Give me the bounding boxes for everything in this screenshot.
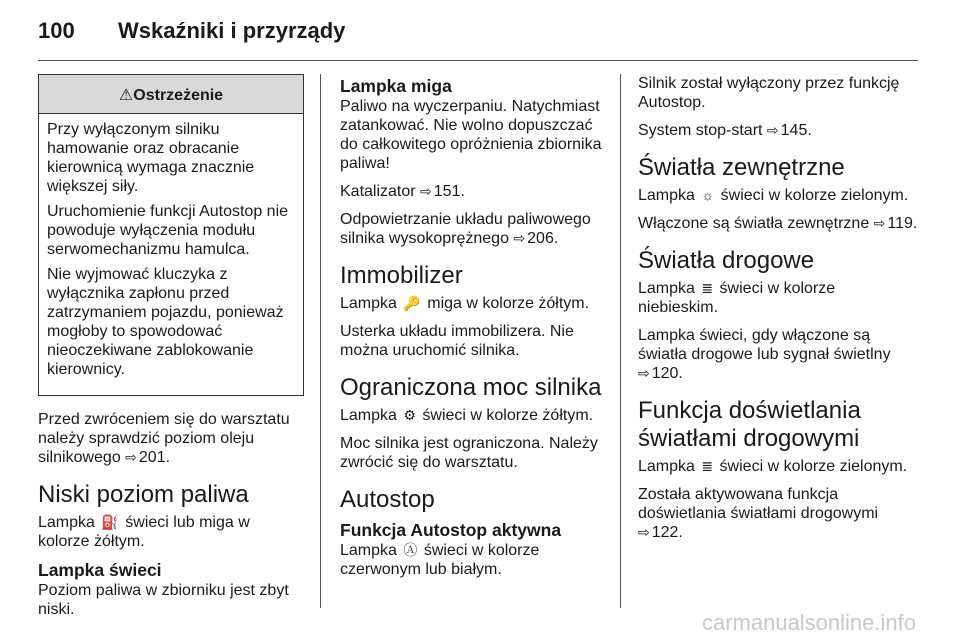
exterior-light-icon: ☼ — [701, 187, 715, 203]
engine-power-icon: ⚙ — [403, 407, 416, 423]
column-divider — [320, 74, 321, 608]
high-beam-icon: ≣ — [701, 280, 714, 296]
ref-arrow-icon: ⇨ — [420, 183, 432, 199]
oil-paragraph: Przed zwróceniem się do warsztatu należy sprawdzić poziom oleju silnikowego ⇨ 201. — [38, 411, 290, 466]
ref-arrow-icon: ⇨ — [638, 365, 650, 381]
heading-autostop-active: Funkcja Autostop aktywna — [340, 520, 562, 540]
heading-high-beam: Światła drogowe — [638, 247, 815, 274]
header-rule — [38, 60, 918, 61]
ref-arrow-icon: ⇨ — [873, 215, 886, 231]
warning-triangle-icon: ⚠ — [118, 87, 134, 104]
heading-high-beam-assist: Funkcja doświetlania światłami drogowymi — [638, 397, 861, 452]
ref-arrow-icon: ⇨ — [125, 449, 137, 465]
high-text-paragraph: Lampka świeci, gdy włączone są światła drogowe lub sygnał świetlny ⇨ 120. — [638, 327, 891, 382]
ref-arrow-icon: ⇨ — [513, 230, 526, 246]
heading-low-fuel: Niski poziom paliwa — [38, 481, 249, 508]
assist-paragraph: Lampka ≣ świeci w kolorze zielonym. — [638, 458, 908, 475]
ref-arrow-icon: ⇨ — [766, 122, 779, 138]
page-header — [38, 18, 345, 44]
column-divider — [620, 74, 621, 608]
autostop-paragraph: Lampka Ⓐ świeci w kolorze czerwonym lub białym. — [340, 542, 540, 578]
column-2 — [340, 74, 605, 588]
ext-on-paragraph: Włączone są światła zewnętrzne ⇨ 119. — [638, 215, 918, 232]
immo-fault-paragraph: Usterka układu immobilizera. Nie można uruchomić silnika. — [340, 323, 574, 359]
heading-lamp-lit: Lampka świeci — [38, 560, 162, 580]
immo-paragraph: Lampka 🔑 miga w kolorze żółtym. — [340, 295, 590, 312]
heading-immobilizer: Immobilizer — [340, 262, 463, 289]
ext-paragraph: Lampka ☼ świeci w kolorze zielonym. — [638, 187, 909, 204]
lit-paragraph: Poziom paliwa w zbiorniku jest zbyt niski. — [38, 582, 289, 618]
ref-arrow-icon: ⇨ — [638, 524, 650, 540]
power-paragraph: Lampka ⚙ świeci w kolorze żółtym. — [340, 407, 594, 424]
autostop-icon: Ⓐ — [403, 542, 418, 558]
warning-paragraph: Nie wyjmować kluczyka z wyłącznika zapłonu przed zatrzymaniem pojazdu, ponieważ mogłoby to spowodować nieoczekiwane zablokowanie kierownicy. — [47, 266, 284, 378]
warning-header — [39, 75, 303, 114]
column-3 — [638, 74, 918, 551]
engine-off-paragraph: Silnik został wyłączony przez funkcję Autostop. — [638, 75, 900, 111]
warning-box — [38, 74, 304, 396]
assist-text-paragraph: Została aktywowana funkcja doświetlania światłami drogowymi ⇨ 122. — [638, 486, 879, 541]
page-number: 100 — [38, 18, 75, 43]
bleed-paragraph: Odpowietrzanie układu paliwowego silnika wysokoprężnego ⇨ 206. — [340, 211, 591, 247]
power-text-paragraph: Moc silnika jest ograniczona. Należy zwrócić się do warsztatu. — [340, 435, 598, 471]
high-beam-assist-icon: ≣ — [701, 458, 714, 474]
heading-lamp-blinks: Lampka miga — [340, 76, 452, 96]
heading-exterior-lights: Światła zewnętrzne — [638, 154, 845, 181]
warning-paragraph: Przy wyłączonym silniku hamowanie oraz obracanie kierownicą wymaga znacznie większej siły. — [47, 121, 255, 195]
column-1 — [38, 74, 303, 628]
car-key-icon: 🔑 — [403, 295, 421, 311]
catalyst-paragraph: Katalizator ⇨ 151. — [340, 183, 465, 200]
blink-paragraph: Paliwo na wyczerpaniu. Natychmiast zatankować. Nie wolno dopuszczać do całkowitego opróżnienia zbiornika paliwa! — [340, 98, 602, 172]
stop-start-paragraph: System stop-start ⇨ 145. — [638, 122, 812, 139]
heading-reduced-power: Ograniczona moc silnika — [340, 374, 602, 401]
fuel-paragraph: Lampka ⛽ świeci lub miga w kolorze żółtym. — [38, 514, 250, 550]
page-title: Wskaźniki i przyrządy — [118, 18, 346, 43]
warning-title: Ostrzeżenie — [133, 87, 224, 104]
warning-paragraph: Uruchomienie funkcji Autostop nie powoduje wyłączenia modułu serwomechanizmu hamulca. — [47, 203, 289, 258]
watermark: carmanualsonline.info — [701, 610, 916, 635]
high-paragraph: Lampka ≣ świeci w kolorze niebieskim. — [638, 280, 836, 316]
heading-autostop: Autostop — [340, 486, 435, 513]
fuel-pump-icon: ⛽ — [101, 514, 119, 530]
